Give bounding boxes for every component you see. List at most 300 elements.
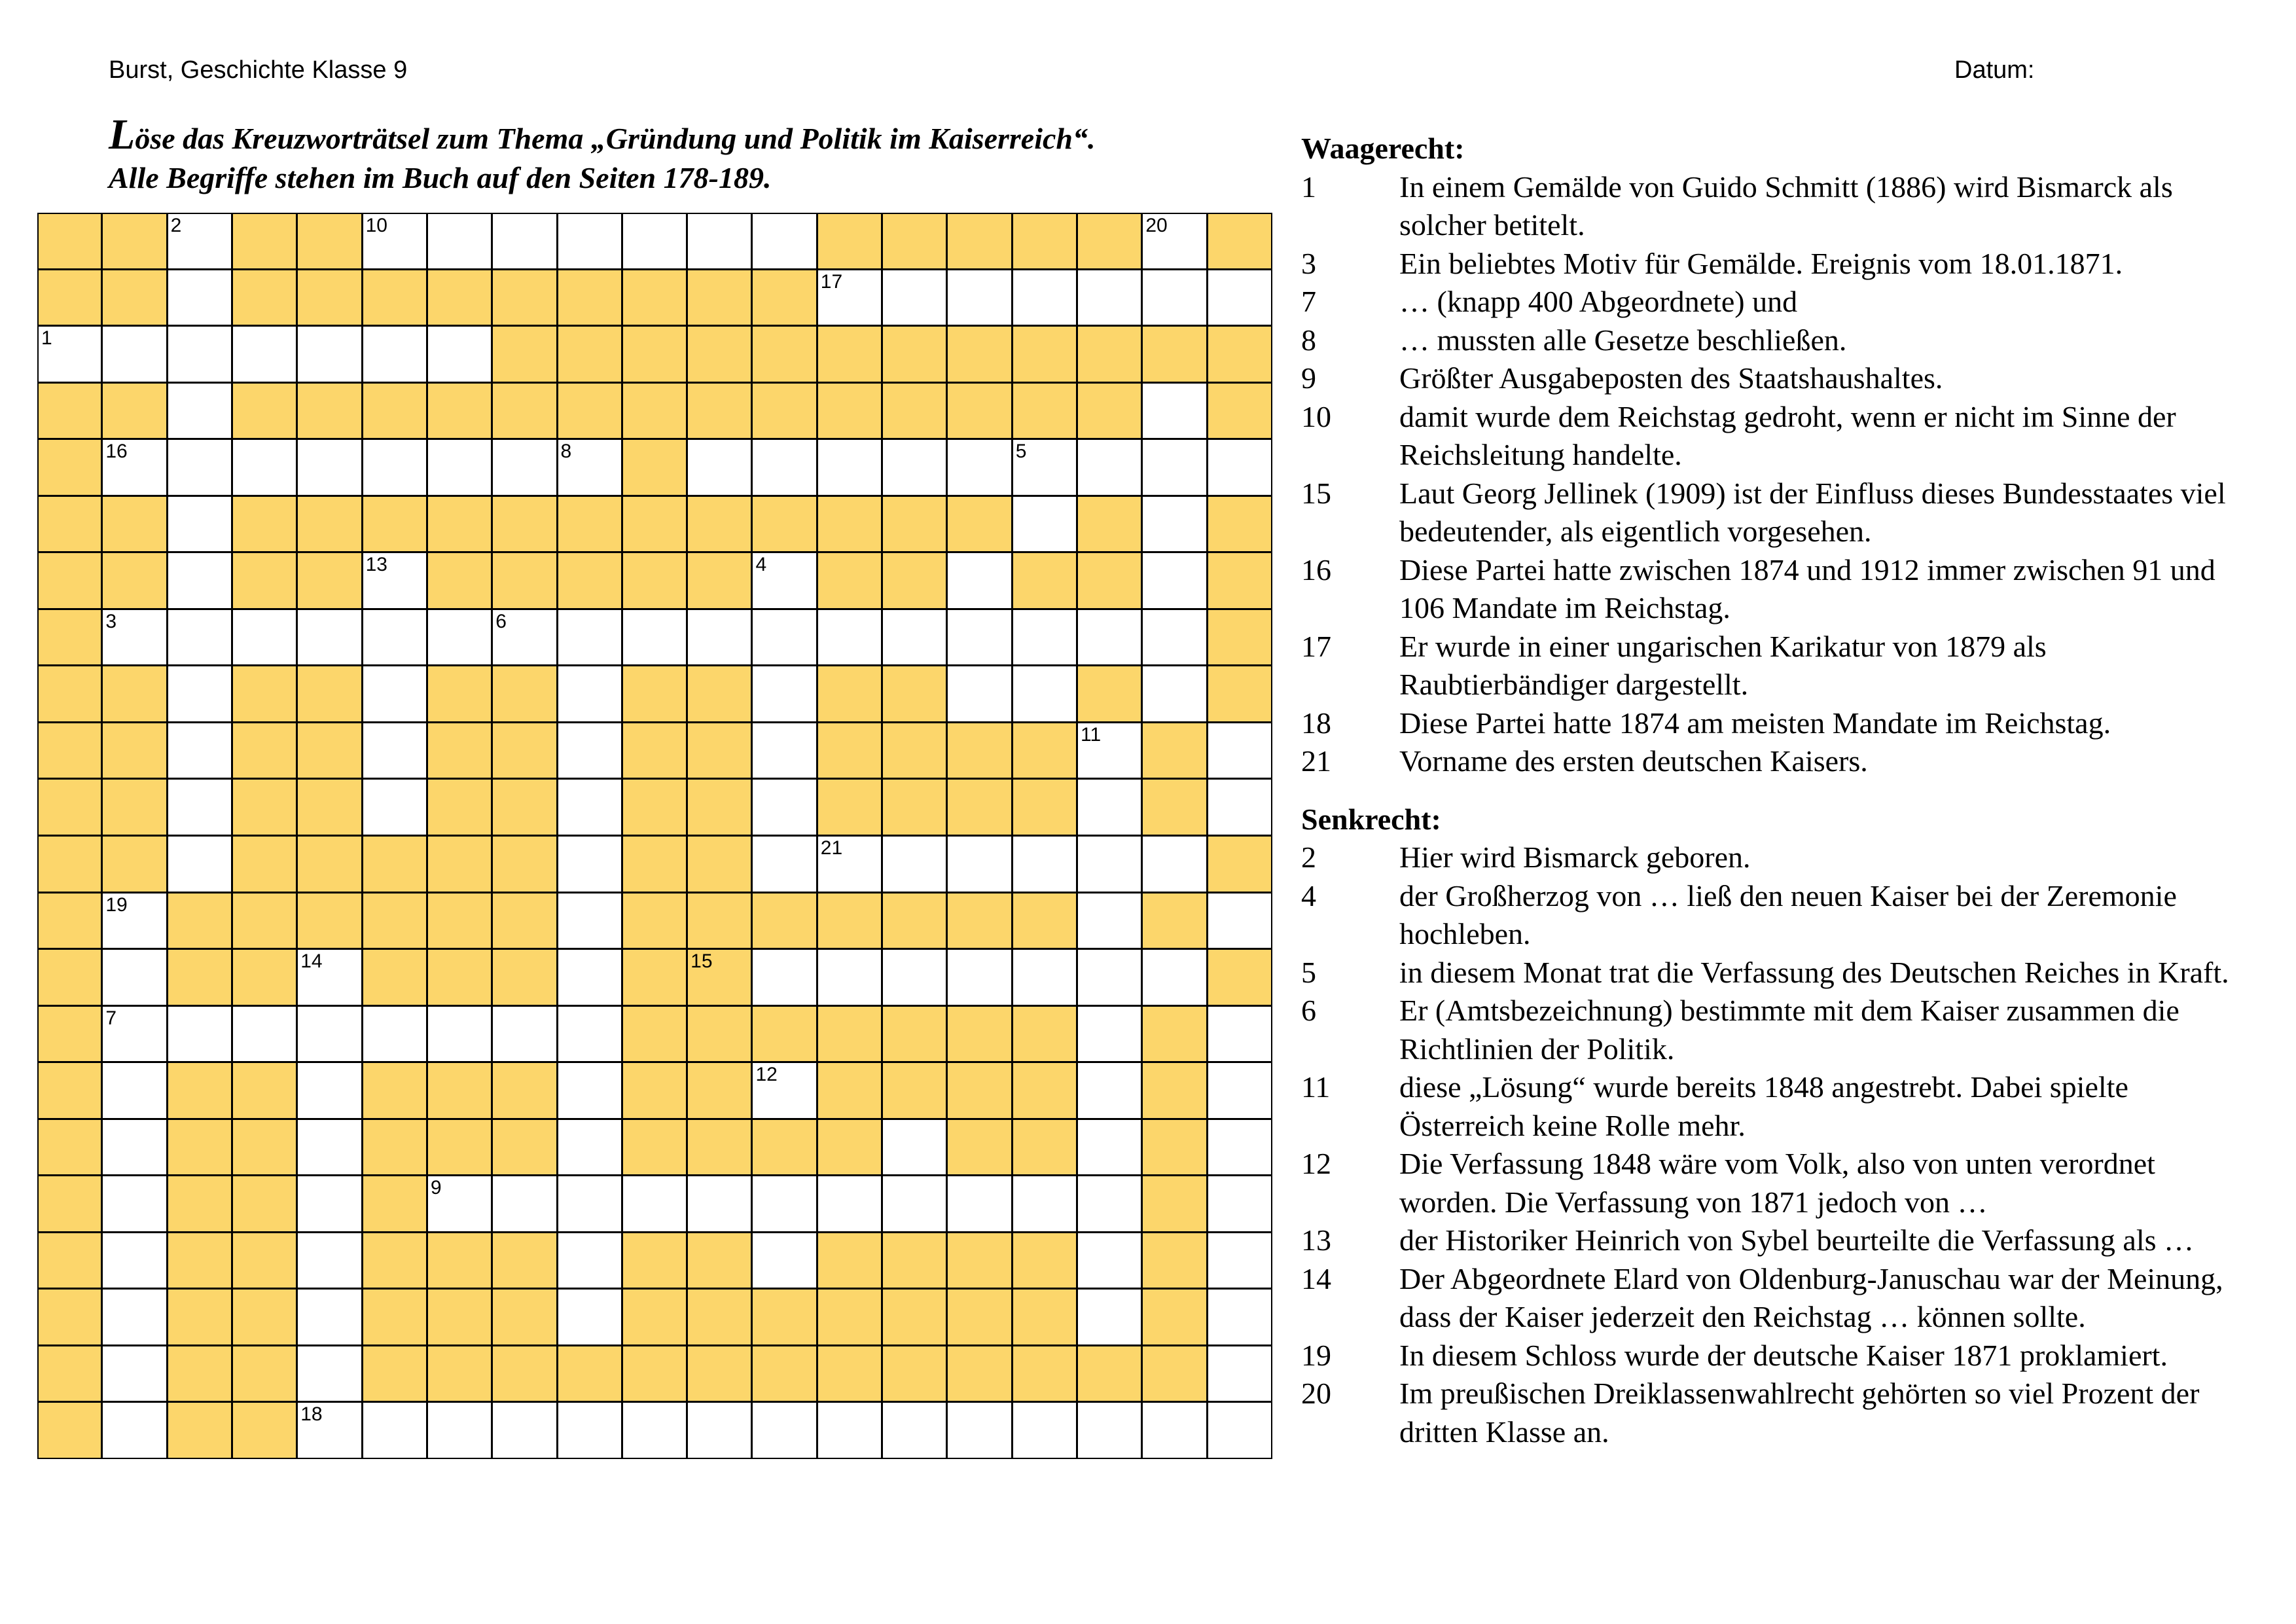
answer-cell[interactable] — [296, 948, 362, 1006]
answer-cell[interactable] — [687, 1175, 752, 1233]
filled-cell — [101, 213, 167, 270]
answer-cell[interactable] — [751, 552, 817, 609]
answer-cell[interactable] — [492, 1005, 557, 1063]
filled-cell — [362, 269, 427, 327]
answer-cell[interactable] — [492, 1175, 557, 1233]
down-clue — [1301, 1260, 2257, 1337]
filled-cell — [492, 1232, 557, 1290]
clue-number: 1 — [41, 327, 52, 350]
filled-cell — [622, 496, 687, 553]
answer-cell[interactable] — [232, 439, 297, 496]
answer-cell[interactable] — [101, 609, 167, 666]
answer-cell[interactable] — [101, 1005, 167, 1063]
clue-text: Im preußischen Dreiklassenwahlrecht gehörten so viel Prozent der dritten Klasse an. — [1399, 1377, 2200, 1449]
answer-cell[interactable] — [167, 1005, 232, 1063]
answer-cell[interactable] — [946, 948, 1012, 1006]
answer-cell[interactable] — [101, 1175, 167, 1233]
clue-number: 15 — [691, 950, 713, 973]
answer-cell[interactable] — [492, 439, 557, 496]
answer-cell[interactable] — [882, 269, 947, 327]
clue-number: 9 — [430, 1177, 442, 1199]
filled-cell — [492, 496, 557, 553]
answer-cell[interactable] — [101, 439, 167, 496]
filled-cell — [37, 1062, 102, 1119]
answer-cell[interactable] — [296, 325, 362, 383]
answer-cell[interactable] — [1012, 609, 1077, 666]
filled-cell — [882, 1288, 947, 1346]
answer-cell[interactable] — [427, 609, 492, 666]
answer-cell[interactable] — [362, 213, 427, 270]
answer-cell[interactable] — [1207, 269, 1272, 327]
answer-cell[interactable] — [362, 552, 427, 609]
clue-text: der Historiker Heinrich von Sybel beurteilte die Verfassung als … — [1399, 1223, 2195, 1257]
filled-cell — [1207, 325, 1272, 383]
answer-cell[interactable] — [1077, 439, 1142, 496]
filled-cell — [427, 835, 492, 893]
answer-cell[interactable] — [1141, 382, 1207, 440]
filled-cell — [817, 1232, 882, 1290]
answer-cell[interactable] — [1141, 835, 1207, 893]
answer-cell[interactable] — [557, 665, 622, 723]
filled-cell — [492, 1062, 557, 1119]
answer-cell[interactable] — [1077, 1005, 1142, 1063]
filled-cell — [751, 325, 817, 383]
answer-cell[interactable] — [232, 1005, 297, 1063]
filled-cell — [751, 382, 817, 440]
answer-cell[interactable] — [101, 1401, 167, 1459]
answer-cell[interactable] — [1207, 778, 1272, 836]
answer-cell[interactable] — [1077, 1175, 1142, 1233]
answer-cell[interactable] — [817, 948, 882, 1006]
answer-cell[interactable] — [1012, 948, 1077, 1006]
answer-cell[interactable] — [1207, 1005, 1272, 1063]
clue-text: In einem Gemälde von Guido Schmitt (1886) wird Bismarck als solcher betitelt. — [1399, 170, 2173, 242]
instructions — [109, 111, 1287, 198]
answer-cell[interactable] — [1077, 948, 1142, 1006]
filled-cell — [817, 213, 882, 270]
answer-cell[interactable] — [946, 439, 1012, 496]
answer-cell[interactable] — [296, 439, 362, 496]
filled-cell — [946, 1005, 1012, 1063]
answer-cell[interactable] — [882, 439, 947, 496]
instructions-initial: L — [109, 111, 135, 158]
filled-cell — [1141, 1005, 1207, 1063]
answer-cell[interactable] — [882, 609, 947, 666]
answer-cell[interactable] — [232, 325, 297, 383]
header-author: Burst, Geschichte Klasse 9 — [109, 56, 408, 84]
answer-cell[interactable] — [1012, 496, 1077, 553]
answer-cell[interactable] — [296, 1288, 362, 1346]
filled-cell — [751, 1345, 817, 1403]
answer-cell[interactable] — [817, 835, 882, 893]
filled-cell — [1077, 382, 1142, 440]
filled-cell — [1012, 552, 1077, 609]
filled-cell — [427, 382, 492, 440]
clue-number: 19 — [1301, 1338, 1331, 1372]
down-clue — [1301, 954, 2257, 992]
filled-cell — [232, 1345, 297, 1403]
answer-cell[interactable] — [101, 325, 167, 383]
answer-cell[interactable] — [622, 213, 687, 270]
answer-cell[interactable] — [232, 609, 297, 666]
answer-cell[interactable] — [882, 1175, 947, 1233]
answer-cell[interactable] — [1207, 722, 1272, 780]
answer-cell[interactable] — [751, 1232, 817, 1290]
filled-cell — [37, 722, 102, 780]
answer-cell[interactable] — [167, 722, 232, 780]
answer-cell[interactable] — [37, 325, 102, 383]
answer-cell[interactable] — [687, 609, 752, 666]
across-clue — [1301, 628, 2257, 704]
filled-cell — [622, 778, 687, 836]
clue-text: der Großherzog von … ließ den neuen Kaiser bei der Zeremonie hochleben. — [1399, 878, 2177, 950]
answer-cell[interactable] — [296, 1232, 362, 1290]
answer-cell[interactable] — [1207, 1232, 1272, 1290]
answer-cell[interactable] — [362, 1401, 427, 1459]
filled-cell — [296, 382, 362, 440]
header-date-label: Datum: — [1954, 56, 2035, 84]
answer-cell[interactable] — [492, 213, 557, 270]
filled-cell — [1012, 325, 1077, 383]
answer-cell[interactable] — [751, 778, 817, 836]
answer-cell[interactable] — [167, 382, 232, 440]
answer-cell[interactable] — [296, 1005, 362, 1063]
answer-cell[interactable] — [362, 609, 427, 666]
filled-cell — [622, 325, 687, 383]
answer-cell[interactable] — [1077, 835, 1142, 893]
filled-cell — [362, 382, 427, 440]
filled-cell — [37, 1175, 102, 1233]
across-clue — [1301, 283, 2257, 321]
filled-cell — [946, 1119, 1012, 1176]
answer-cell[interactable] — [362, 665, 427, 723]
answer-cell[interactable] — [167, 552, 232, 609]
answer-cell[interactable] — [751, 1175, 817, 1233]
answer-cell[interactable] — [1207, 1288, 1272, 1346]
answer-cell[interactable] — [167, 609, 232, 666]
filled-cell — [167, 1062, 232, 1119]
answer-cell[interactable] — [1077, 1401, 1142, 1459]
filled-cell — [427, 1288, 492, 1346]
answer-cell[interactable] — [751, 1062, 817, 1119]
answer-cell[interactable] — [296, 1401, 362, 1459]
across-clue — [1301, 359, 2257, 398]
answer-cell[interactable] — [1012, 439, 1077, 496]
clue-number: 4 — [1301, 878, 1316, 912]
clue-text: Er (Amtsbezeichnung) bestimmte mit dem Kaiser zusammen die Richtlinien der Politik. — [1399, 994, 2179, 1066]
clue-number: 5 — [1015, 441, 1027, 463]
answer-cell[interactable] — [101, 1062, 167, 1119]
filled-cell — [101, 496, 167, 553]
answer-cell[interactable] — [427, 325, 492, 383]
filled-cell — [557, 1345, 622, 1403]
filled-cell — [232, 1175, 297, 1233]
answer-cell[interactable] — [557, 778, 622, 836]
filled-cell — [1207, 496, 1272, 553]
across-clues — [1301, 168, 2257, 781]
filled-cell — [1077, 325, 1142, 383]
clue-number: 19 — [105, 893, 128, 916]
answer-cell[interactable] — [557, 1062, 622, 1119]
answer-cell[interactable] — [557, 439, 622, 496]
filled-cell — [492, 1119, 557, 1176]
answer-cell[interactable] — [101, 892, 167, 950]
answer-cell[interactable] — [817, 439, 882, 496]
clue-list — [1301, 130, 2257, 1451]
answer-cell[interactable] — [167, 439, 232, 496]
answer-cell[interactable] — [101, 1345, 167, 1403]
answer-cell[interactable] — [296, 1062, 362, 1119]
answer-cell[interactable] — [557, 835, 622, 893]
answer-cell[interactable] — [1141, 1401, 1207, 1459]
answer-cell[interactable] — [296, 1345, 362, 1403]
filled-cell — [167, 1119, 232, 1176]
answer-cell[interactable] — [1141, 609, 1207, 666]
filled-cell — [1207, 609, 1272, 666]
answer-cell[interactable] — [167, 835, 232, 893]
filled-cell — [37, 269, 102, 327]
clue-number: 1 — [1301, 170, 1316, 204]
answer-cell[interactable] — [1077, 269, 1142, 327]
answer-cell[interactable] — [557, 1119, 622, 1176]
answer-cell[interactable] — [817, 609, 882, 666]
down-clue — [1301, 992, 2257, 1068]
answer-cell[interactable] — [687, 1401, 752, 1459]
answer-cell[interactable] — [1077, 778, 1142, 836]
answer-cell[interactable] — [557, 1005, 622, 1063]
filled-cell — [1012, 213, 1077, 270]
clue-number: 3 — [1301, 246, 1316, 280]
answer-cell[interactable] — [1207, 1062, 1272, 1119]
filled-cell — [946, 892, 1012, 950]
answer-cell[interactable] — [1141, 665, 1207, 723]
answer-cell[interactable] — [1207, 1119, 1272, 1176]
answer-cell[interactable] — [362, 778, 427, 836]
answer-cell[interactable] — [1141, 496, 1207, 553]
answer-cell[interactable] — [167, 325, 232, 383]
clue-number: 11 — [1081, 723, 1102, 746]
answer-cell[interactable] — [1077, 1119, 1142, 1176]
answer-cell[interactable] — [946, 269, 1012, 327]
answer-cell[interactable] — [882, 1401, 947, 1459]
filled-cell — [946, 1288, 1012, 1346]
answer-cell[interactable] — [1141, 439, 1207, 496]
answer-cell[interactable] — [817, 1401, 882, 1459]
filled-cell — [492, 1345, 557, 1403]
filled-cell — [37, 1119, 102, 1176]
answer-cell[interactable] — [167, 269, 232, 327]
filled-cell — [882, 552, 947, 609]
clue-text: … mussten alle Gesetze beschließen. — [1399, 323, 1847, 357]
answer-cell[interactable] — [946, 552, 1012, 609]
answer-cell[interactable] — [946, 665, 1012, 723]
answer-cell[interactable] — [1077, 1232, 1142, 1290]
down-clues — [1301, 839, 2257, 1451]
answer-cell[interactable] — [1077, 1062, 1142, 1119]
answer-cell[interactable] — [1012, 665, 1077, 723]
answer-cell[interactable] — [946, 609, 1012, 666]
answer-cell[interactable] — [296, 1119, 362, 1176]
answer-cell[interactable] — [427, 439, 492, 496]
filled-cell — [557, 269, 622, 327]
answer-cell[interactable] — [362, 439, 427, 496]
answer-cell[interactable] — [1141, 213, 1207, 270]
answer-cell[interactable] — [1077, 722, 1142, 780]
filled-cell — [296, 778, 362, 836]
answer-cell[interactable] — [427, 213, 492, 270]
answer-cell[interactable] — [167, 213, 232, 270]
answer-cell[interactable] — [362, 325, 427, 383]
answer-cell[interactable] — [362, 722, 427, 780]
filled-cell — [232, 948, 297, 1006]
down-clue — [1301, 1068, 2257, 1145]
answer-cell[interactable] — [1077, 609, 1142, 666]
answer-cell[interactable] — [751, 835, 817, 893]
filled-cell — [946, 213, 1012, 270]
answer-cell[interactable] — [751, 609, 817, 666]
answer-cell[interactable] — [1077, 1288, 1142, 1346]
clue-number: 6 — [1301, 994, 1316, 1027]
clue-text: Diese Partei hatte 1874 am meisten Mandate im Reichstag. — [1399, 706, 2111, 740]
answer-cell[interactable] — [1207, 1345, 1272, 1403]
filled-cell — [751, 269, 817, 327]
filled-cell — [817, 496, 882, 553]
clue-number: 8 — [1301, 323, 1316, 357]
filled-cell — [1141, 722, 1207, 780]
filled-cell — [1141, 1175, 1207, 1233]
answer-cell[interactable] — [1012, 1401, 1077, 1459]
answer-cell[interactable] — [1012, 269, 1077, 327]
answer-cell[interactable] — [101, 1119, 167, 1176]
answer-cell[interactable] — [427, 1005, 492, 1063]
filled-cell — [167, 1232, 232, 1290]
answer-cell[interactable] — [1141, 552, 1207, 609]
across-clue — [1301, 168, 2257, 245]
filled-cell — [817, 1288, 882, 1346]
filled-cell — [427, 1062, 492, 1119]
filled-cell — [946, 496, 1012, 553]
answer-cell[interactable] — [1207, 439, 1272, 496]
answer-cell[interactable] — [751, 213, 817, 270]
answer-cell[interactable] — [557, 1288, 622, 1346]
filled-cell — [101, 269, 167, 327]
clue-number: 12 — [755, 1064, 778, 1086]
filled-cell — [101, 835, 167, 893]
answer-cell[interactable] — [687, 439, 752, 496]
filled-cell — [1207, 382, 1272, 440]
filled-cell — [296, 552, 362, 609]
answer-cell[interactable] — [751, 722, 817, 780]
answer-cell[interactable] — [167, 665, 232, 723]
answer-cell[interactable] — [751, 665, 817, 723]
answer-cell[interactable] — [557, 609, 622, 666]
filled-cell — [232, 1119, 297, 1176]
answer-cell[interactable] — [1012, 1175, 1077, 1233]
answer-cell[interactable] — [946, 1175, 1012, 1233]
answer-cell[interactable] — [751, 1401, 817, 1459]
filled-cell — [37, 835, 102, 893]
filled-cell — [687, 892, 752, 950]
clue-number: 4 — [755, 554, 767, 576]
answer-cell[interactable] — [557, 722, 622, 780]
answer-cell[interactable] — [882, 835, 947, 893]
answer-cell[interactable] — [1207, 1401, 1272, 1459]
answer-cell[interactable] — [557, 1175, 622, 1233]
answer-cell[interactable] — [557, 892, 622, 950]
answer-cell[interactable] — [622, 1401, 687, 1459]
filled-cell — [362, 1345, 427, 1403]
filled-cell — [37, 1345, 102, 1403]
answer-cell[interactable] — [362, 1005, 427, 1063]
across-title: Waagerecht: — [1301, 132, 1465, 165]
answer-cell[interactable] — [687, 213, 752, 270]
filled-cell — [101, 722, 167, 780]
answer-cell[interactable] — [751, 948, 817, 1006]
answer-cell[interactable] — [296, 1175, 362, 1233]
answer-cell[interactable] — [751, 439, 817, 496]
answer-cell[interactable] — [946, 835, 1012, 893]
answer-cell[interactable] — [557, 213, 622, 270]
answer-cell[interactable] — [1141, 269, 1207, 327]
filled-cell — [687, 1345, 752, 1403]
answer-cell[interactable] — [882, 948, 947, 1006]
answer-cell[interactable] — [622, 609, 687, 666]
answer-cell[interactable] — [557, 948, 622, 1006]
answer-cell[interactable] — [167, 496, 232, 553]
filled-cell — [492, 325, 557, 383]
filled-cell — [1077, 1345, 1142, 1403]
filled-cell — [687, 325, 752, 383]
filled-cell — [232, 213, 297, 270]
answer-cell[interactable] — [492, 609, 557, 666]
answer-cell[interactable] — [427, 1401, 492, 1459]
answer-cell[interactable] — [817, 1175, 882, 1233]
filled-cell — [492, 722, 557, 780]
answer-cell[interactable] — [1077, 892, 1142, 950]
answer-cell[interactable] — [557, 1401, 622, 1459]
filled-cell — [882, 382, 947, 440]
answer-cell[interactable] — [296, 609, 362, 666]
filled-cell — [687, 778, 752, 836]
filled-cell — [427, 948, 492, 1006]
filled-cell — [1207, 213, 1272, 270]
answer-cell[interactable] — [882, 1119, 947, 1176]
answer-cell[interactable] — [946, 1401, 1012, 1459]
answer-cell[interactable] — [101, 948, 167, 1006]
filled-cell — [622, 665, 687, 723]
filled-cell — [37, 213, 102, 270]
answer-cell[interactable] — [557, 1232, 622, 1290]
clue-text: Vorname des ersten deutschen Kaisers. — [1399, 744, 1868, 778]
answer-cell[interactable] — [817, 269, 882, 327]
answer-cell[interactable] — [492, 1401, 557, 1459]
answer-cell[interactable] — [427, 1175, 492, 1233]
answer-cell[interactable] — [167, 778, 232, 836]
answer-cell[interactable] — [1207, 892, 1272, 950]
answer-cell[interactable] — [622, 1175, 687, 1233]
answer-cell[interactable] — [1207, 1175, 1272, 1233]
filled-cell — [362, 835, 427, 893]
answer-cell[interactable] — [101, 1288, 167, 1346]
filled-cell — [167, 1175, 232, 1233]
answer-cell[interactable] — [101, 1232, 167, 1290]
answer-cell[interactable] — [1141, 948, 1207, 1006]
filled-cell — [687, 948, 752, 1006]
answer-cell[interactable] — [1012, 835, 1077, 893]
filled-cell — [1012, 1288, 1077, 1346]
filled-cell — [296, 213, 362, 270]
clue-number: 7 — [105, 1007, 117, 1029]
